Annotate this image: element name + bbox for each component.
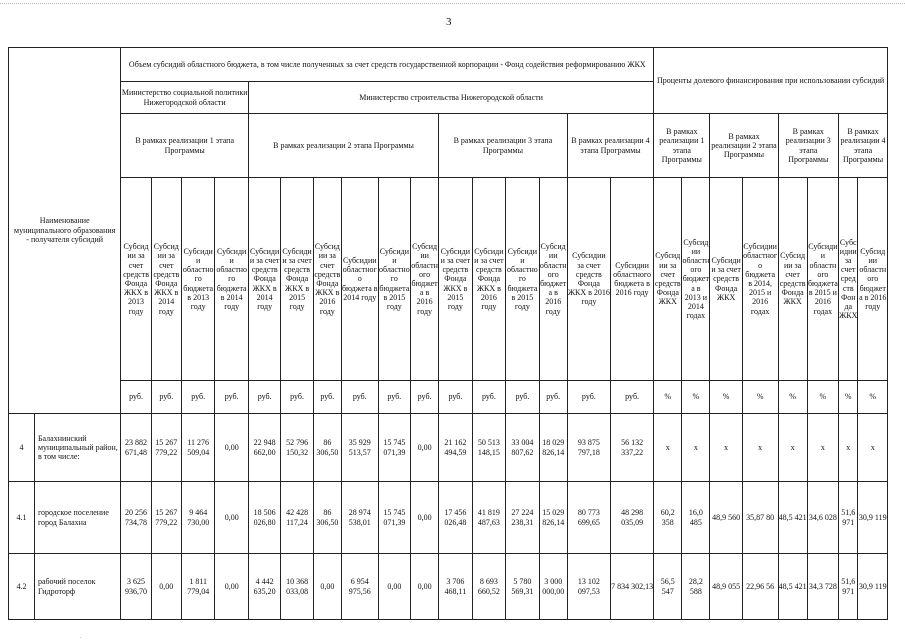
value-cell: 52 796 150,32 [281, 414, 313, 482]
ministry-social-header: Министерство социальной политики Нижегородской области [121, 82, 249, 114]
column-header: Субсидии областного бюджета в 2016 году [411, 178, 439, 381]
column-header: Субсидии за счет средств Фонда ЖКХ в 2016 году [313, 178, 341, 381]
column-header: Субсидии областного бюджета в 2015 году [506, 178, 540, 381]
value-cell: 15 267 779,22 [151, 482, 181, 554]
value-cell: 28 974 538,01 [341, 482, 378, 554]
unit-cell: руб. [341, 381, 378, 414]
column-header: Субсидии областного бюджета в 2015 и 2016 годах [807, 178, 838, 381]
column-header: Субсидии за счет средств Фонда ЖКХ в 2016 году [567, 178, 610, 381]
header-row-1 [9, 48, 888, 82]
column-header: Субсидии областного бюджета в 2015 году [378, 178, 410, 381]
value-cell: 28,2 588 [682, 554, 710, 620]
value-cell: 1 811 779,04 [181, 554, 215, 620]
value-cell: x [807, 414, 838, 482]
column-header: Субсидии областного бюджета в 2013 году [181, 178, 215, 381]
value-cell: x [682, 414, 710, 482]
value-cell: 0,00 [215, 482, 249, 554]
value-cell: 33 004 807,62 [506, 414, 540, 482]
unit-cell: руб. [411, 381, 439, 414]
value-cell: 56,5 547 [654, 554, 682, 620]
unit-cell: % [742, 381, 778, 414]
column-header: Субсидии за счет средств Фонда ЖКХ в 2014 году [151, 178, 181, 381]
column-header: Субсидии областного бюджета в 2014 году [341, 178, 378, 381]
column-header: Субсидии за счет средств Фонда ЖКХ [839, 178, 858, 381]
unit-cell: руб. [472, 381, 506, 414]
value-cell: 3 706 468,11 [439, 554, 473, 620]
value-cell: 42 428 117,24 [281, 482, 313, 554]
pstage2-header: В рамках реализации 2 этапа Программы [710, 114, 778, 178]
unit-cell: % [654, 381, 682, 414]
unit-cell: % [682, 381, 710, 414]
unit-cell: руб. [281, 381, 313, 414]
column-header: Субсидии областного бюджета в 2016 году [858, 178, 888, 381]
value-cell: 15 745 071,39 [378, 414, 410, 482]
value-cell: 5 780 569,31 [506, 554, 540, 620]
value-cell: x [710, 414, 742, 482]
stage3-header: В рамках реализации 3 этапа Программы [439, 114, 568, 178]
value-cell: 17 456 026,48 [439, 482, 473, 554]
row-index: 4.2 [9, 554, 35, 620]
table-row [9, 414, 888, 482]
value-cell: 15 745 071,39 [378, 482, 410, 554]
value-cell: x [654, 414, 682, 482]
value-cell: 0,00 [411, 482, 439, 554]
column-header: Субсидии за счет средств Фонда ЖКХ в 2014 году [248, 178, 280, 381]
column-header-row [9, 178, 888, 381]
column-header: Субсидии за счет средств Фонда ЖКХ в 2015 году [281, 178, 313, 381]
column-header: Субсидии областного бюджета в 2013 и 2014 годах [682, 178, 710, 381]
value-cell: x [778, 414, 807, 482]
unit-cell: руб. [378, 381, 410, 414]
column-header: Субсидии областного бюджета в 2016 году [610, 178, 653, 381]
value-cell: 86 306,50 [313, 414, 341, 482]
unit-cell: руб. [151, 381, 181, 414]
row-index: 4.1 [9, 482, 35, 554]
value-cell: 48 298 035,09 [610, 482, 653, 554]
volume-group-header: Объем субсидий областного бюджета, в том числе полученных за счет средств государственной корпорации - Фонд содействия реформированию ЖКХ [121, 48, 654, 82]
unit-cell: руб. [506, 381, 540, 414]
value-cell: 21 162 494,59 [439, 414, 473, 482]
stage2-header: В рамках реализации 2 этапа Программы [248, 114, 438, 178]
value-cell: 11 276 509,04 [181, 414, 215, 482]
value-cell: 60,2 358 [654, 482, 682, 554]
value-cell: 51,6 971 [839, 482, 858, 554]
value-cell: 22 948 662,00 [248, 414, 280, 482]
top-dotted-line [0, 3, 905, 4]
row-name: рабочий поселок Гидроторф [34, 554, 120, 620]
column-header: Субсидии за счет средств Фонда ЖКХ [654, 178, 682, 381]
unit-cell: руб. [181, 381, 215, 414]
value-cell: 4 442 635,20 [248, 554, 280, 620]
value-cell: 8 693 660,52 [472, 554, 506, 620]
value-cell: x [742, 414, 778, 482]
value-cell: 0,00 [378, 554, 410, 620]
name-header: Наименование муниципального образования - получателя субсидий [9, 48, 121, 414]
value-cell: 22,96 56 [742, 554, 778, 620]
unit-cell: руб. [439, 381, 473, 414]
page-number: 3 [446, 16, 452, 28]
value-cell: x [858, 414, 888, 482]
unit-cell: % [839, 381, 858, 414]
value-cell: 16,0 485 [682, 482, 710, 554]
unit-cell: руб. [248, 381, 280, 414]
value-cell: 56 132 337,22 [610, 414, 653, 482]
subsidy-table [8, 47, 888, 620]
value-cell: 18 506 026,80 [248, 482, 280, 554]
value-cell: 93 875 797,18 [567, 414, 610, 482]
value-cell: 86 306,50 [313, 482, 341, 554]
value-cell: 48,5 421 [778, 482, 807, 554]
value-cell: 0,00 [411, 414, 439, 482]
column-header: Субсидии за счет средств Фонда ЖКХ в 2013 году [121, 178, 151, 381]
unit-cell: руб. [567, 381, 610, 414]
column-header: Субсидии областного бюджета в 2016 году [539, 178, 567, 381]
value-cell: 3 625 936,70 [121, 554, 151, 620]
stage1-header: В рамках реализации 1 этапа Программы [121, 114, 249, 178]
stage4-header: В рамках реализации 4 этапа Программы [567, 114, 653, 178]
value-cell: 3 000 000,00 [539, 554, 567, 620]
value-cell: 0,00 [313, 554, 341, 620]
value-cell: 0,00 [411, 554, 439, 620]
value-cell: 0,00 [215, 414, 249, 482]
value-cell: 34,3 728 [807, 554, 838, 620]
value-cell: 20 256 734,78 [121, 482, 151, 554]
value-cell: 7 834 302,13 [610, 554, 653, 620]
column-header: Субсидии областного бюджета в 2014, 2015 и 2016 годах [742, 178, 778, 381]
value-cell: 13 102 097,53 [567, 554, 610, 620]
value-cell: 0,00 [215, 554, 249, 620]
value-cell: 50 513 148,15 [472, 414, 506, 482]
ministry-construction-header: Министерство строительства Нижегородской области [248, 82, 653, 114]
value-cell: 0,00 [151, 554, 181, 620]
header-row-3 [9, 114, 888, 178]
unit-cell: % [807, 381, 838, 414]
unit-row [9, 381, 888, 414]
pstage3-header: В рамках реализации 3 этапа Программы [778, 114, 839, 178]
value-cell: 35,87 80 [742, 482, 778, 554]
column-header: Субсидии за счет средств Фонда ЖКХ в 2015 году [439, 178, 473, 381]
value-cell: 35 929 513,57 [341, 414, 378, 482]
row-index: 4 [9, 414, 35, 482]
unit-cell: руб. [610, 381, 653, 414]
unit-cell: % [778, 381, 807, 414]
value-cell: 51,6 971 [839, 554, 858, 620]
bottom-dots: . [80, 632, 82, 640]
column-header: Субсидии за счет средств Фонда ЖКХ [778, 178, 807, 381]
value-cell: 23 882 671,48 [121, 414, 151, 482]
value-cell: 6 954 975,56 [341, 554, 378, 620]
percent-group-header: Проценты долевого финансирования при использовании субсидий [654, 48, 888, 114]
value-cell: 48,9 560 [710, 482, 742, 554]
column-header: Субсидии за счет средств Фонда ЖКХ [710, 178, 742, 381]
row-name: Балахнинский муниципальный район, в том числе: [34, 414, 120, 482]
unit-cell: руб. [313, 381, 341, 414]
pstage1-header: В рамках реализации 1 этапа Программы [654, 114, 710, 178]
value-cell: 30,9 119 [858, 482, 888, 554]
table-row [9, 554, 888, 620]
value-cell: 15 267 779,22 [151, 414, 181, 482]
value-cell: 48,5 421 [778, 554, 807, 620]
unit-cell: руб. [539, 381, 567, 414]
value-cell: 15 029 826,14 [539, 482, 567, 554]
pstage4-header: В рамках реализации 4 этапа Программы [839, 114, 888, 178]
value-cell: 80 773 699,65 [567, 482, 610, 554]
value-cell: 27 224 238,31 [506, 482, 540, 554]
value-cell: 30,9 119 [858, 554, 888, 620]
row-name: городское поселение город Балахна [34, 482, 120, 554]
column-header: Субсидии областного бюджета в 2014 году [215, 178, 249, 381]
unit-cell: руб. [215, 381, 249, 414]
unit-cell: % [710, 381, 742, 414]
value-cell: 34,6 028 [807, 482, 838, 554]
value-cell: 18 029 826,14 [539, 414, 567, 482]
unit-cell: руб. [121, 381, 151, 414]
value-cell: 10 368 033,08 [281, 554, 313, 620]
value-cell: 48,9 055 [710, 554, 742, 620]
value-cell: 9 464 730,00 [181, 482, 215, 554]
value-cell: 41 819 487,63 [472, 482, 506, 554]
column-header: Субсидии за счет средств Фонда ЖКХ в 2016 году [472, 178, 506, 381]
table-row [9, 482, 888, 554]
unit-cell: % [858, 381, 888, 414]
value-cell: x [839, 414, 858, 482]
